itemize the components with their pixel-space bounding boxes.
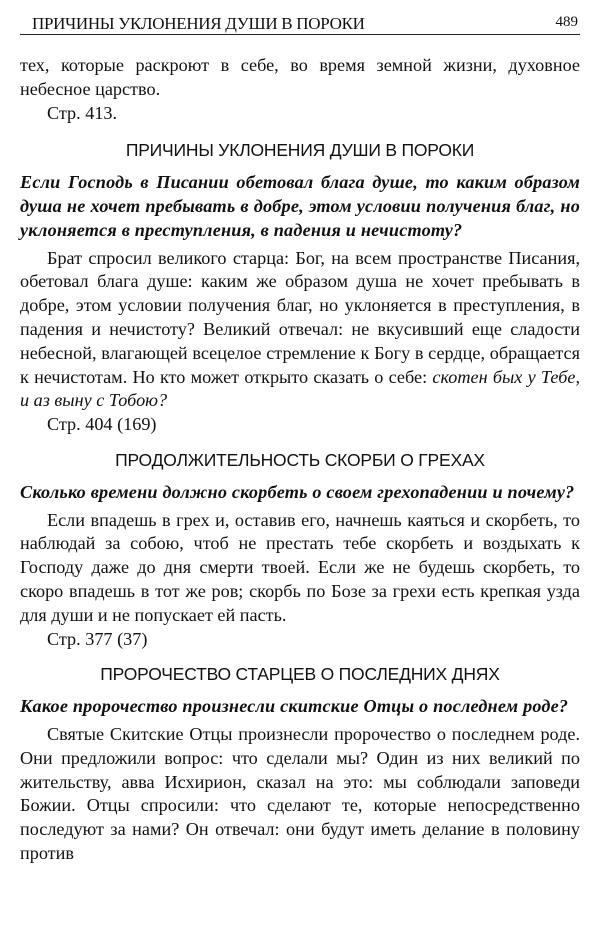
section-reference: Стр. 404 (169) <box>47 414 157 435</box>
page-number: 489 <box>555 14 578 30</box>
section-heading: ПРИЧИНЫ УКЛОНЕНИЯ ДУШИ В ПОРОКИ <box>125 140 475 161</box>
running-head <box>20 10 580 35</box>
section-reference: Стр. 377 (37) <box>47 628 148 649</box>
section-heading: ПРОРОЧЕСТВО СТАРЦЕВ О ПОСЛЕДНИХ ДНЯХ <box>100 664 500 685</box>
answer-text: Брат спросил великого старца: Бог, на всем пространстве Писания, обетовал блага душе: каким же образом душа не хочет пребывать в добре, этом условии получения благ, но уклоняется в преступления, в падения и нечистоту? Великий отвечал: не вкусивший еще сладости небесной, влагающей всецелое стремление к Богу в сердце, обращается к нечистотам. Но кто может открыто сказать о себе: <box>20 247 580 387</box>
section-question: Сколько времени должно скорбеть о своем грехопадении и почему? <box>20 481 575 502</box>
section-heading: ПРОДОЛЖИТЕЛЬНОСТЬ СКОРБИ О ГРЕХАХ <box>115 449 485 470</box>
running-head-title: ПРИЧИНЫ УКЛОНЕНИЯ ДУШИ В ПОРОКИ <box>32 14 365 33</box>
intro-reference: Стр. 413. <box>47 102 118 123</box>
page-body <box>20 54 580 866</box>
section-question: Если Господь в Писании обетовал блага душе, то каким образом душа не хочет пребывать в добре, этом условии получения благ, но уклоняется в преступления, в падения и нечистоту? <box>20 172 580 240</box>
section-answer: Святые Скитские Отцы произнесли пророчество о последнем роде. Они предложили вопрос: что сделали мы? Один из них великий по жительству, авва Исхирион, сказал на это: мы соблюдали заповеди Божии. Отцы спросили: что сделают те, которые непосредственно последуют за нами? Он отвечал: они будут иметь делание в половину против <box>20 723 580 863</box>
section-answer <box>20 247 580 414</box>
scripture-citation: скотен бых у Тебе, и аз выну с Тобою? <box>20 366 580 411</box>
section-question: Какое пророчество произнесли скитские Отцы о последнем роде? <box>20 696 569 717</box>
section-answer: Если впадешь в грех и, оставив его, начнешь каяться и скорбеть, то наблюдай за собою, чтоб не престать тебе скорбеть и воздыхать к Господу даже до дня смерти твоей. Если же не будешь скорбеть, то скоро впадешь в тот же ров; скорбь по Бозе за грехи есть крепкая узда для души и не попускает ей пасть. <box>20 509 580 625</box>
intro-paragraph: тех, которые раскроют в себе, во время земной жизни, духовное небесное царство. <box>20 55 580 99</box>
